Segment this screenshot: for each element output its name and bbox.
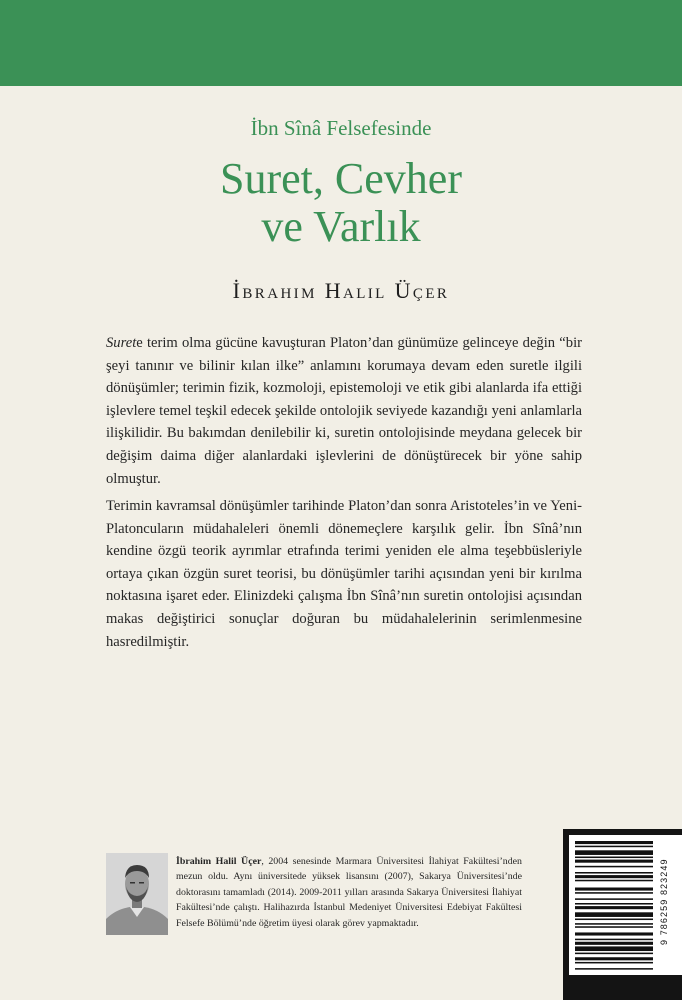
barcode-bar xyxy=(575,946,653,951)
barcode-bar xyxy=(575,903,653,905)
barcode-bar xyxy=(575,962,653,964)
barcode-bar xyxy=(575,860,653,863)
barcode-bar xyxy=(575,968,653,970)
barcode-bar xyxy=(575,872,653,874)
blurb-paragraph-1 xyxy=(106,332,582,490)
author-photo xyxy=(106,853,168,935)
barcode-bar xyxy=(575,866,653,868)
barcode-bar xyxy=(575,957,653,960)
barcode-bar xyxy=(575,892,653,894)
author-name: İbrahim Halil Üçer xyxy=(232,278,450,303)
barcode-bar xyxy=(575,953,653,955)
blurb-italic-word: Suret xyxy=(106,335,137,351)
barcode-bar xyxy=(575,857,653,859)
barcode-bar xyxy=(575,939,653,941)
book-title-line-1: Suret, Cevher xyxy=(220,154,462,203)
isbn-digits: 9 786259 823249 xyxy=(659,858,669,946)
book-title xyxy=(0,155,682,251)
blurb-paragraph-2-text: Terimin kavramsal dönüşümler tarihinde Platon’dan sonra Aristoteles’in ve Yeni-Platoncuların müdahaleleri önemli dönemeçlere karşılık gelir. İbn Sînâ’nın kendine özgü teorik ayrımlar etrafında terimi yeniden ele alma teşebbüsleriyle ortaya çıkan özgün suret teorisi, bu dönüşümler tarihi açısından yeni bir kırılma noktasına işaret eder. Elinizdeki çalışma İbn Sînâ’nın suretin ontolojisi açısından makas değiştirici sonuçlar doğuran bu müdahalelerinin serimlenmesine hasredilmiştir. xyxy=(106,498,582,650)
bio-author-name: İbrahim Halil Üçer xyxy=(176,856,262,867)
barcode-bar xyxy=(575,880,653,882)
barcode-bar xyxy=(575,919,653,921)
barcode-bar xyxy=(575,898,653,900)
book-title-line-2: ve Varlık xyxy=(261,202,421,251)
blurb-paragraph-2 xyxy=(106,495,582,653)
barcode-bar xyxy=(575,923,653,925)
book-subtitle: İbn Sînâ Felsefesinde xyxy=(250,116,432,140)
barcode-bar xyxy=(575,841,653,844)
author-bio xyxy=(176,854,522,931)
barcode-bar xyxy=(575,912,653,917)
bio-text: , 2004 senesinde Marmara Üniversitesi İlahiyat Fakültesi’nden mezun oldu. Aynı üniversitede yüksek lisansını (2007), Sakarya Üniversitesi’nde doktorasını tamamladı (2014). 2009-2011 yılları arasında Sakarya Üniversitesi İlahiyat Fakültesi’nde çalıştı. Halihazırda İstanbul Medeniyet Üniversitesi Edebiyat Fakültesi Felsefe Bölümü’nde öğretim üyesi olarak görev yapmaktadır. xyxy=(176,856,522,929)
barcode-bar xyxy=(575,875,653,878)
barcode-bar xyxy=(575,932,653,935)
barcode-bar xyxy=(575,906,653,909)
barcode-bar xyxy=(575,926,653,928)
barcode-bar xyxy=(575,888,653,891)
barcode-bar xyxy=(575,846,653,848)
top-green-band xyxy=(0,0,682,86)
blurb-paragraph-1-text: e terim olma gücüne kavuşturan Platon’dan günümüze gelinceye değin “bir şeyi tanınır ve bilinir kılan ilke” anlamını korumaya devam eden suretle ilgili dönüşümler; terimin fizik, kozmoloji, epistemoloji ve etik gibi alanlarda ifa ettiği işlevlere temel teşkil edecek şekilde ontolojik seviyede kazandığı yeni anlamlarla ilişkilidir. Bu bakımdan denilebilir ki, suretin ontolojisinde meydana gelecek bir değişim daima diğer alanlardaki işlevlerini de dönüştürecek bir yöne sahip olmuştur. xyxy=(106,335,582,487)
barcode-bar xyxy=(575,942,653,945)
barcode-bar xyxy=(575,850,653,855)
